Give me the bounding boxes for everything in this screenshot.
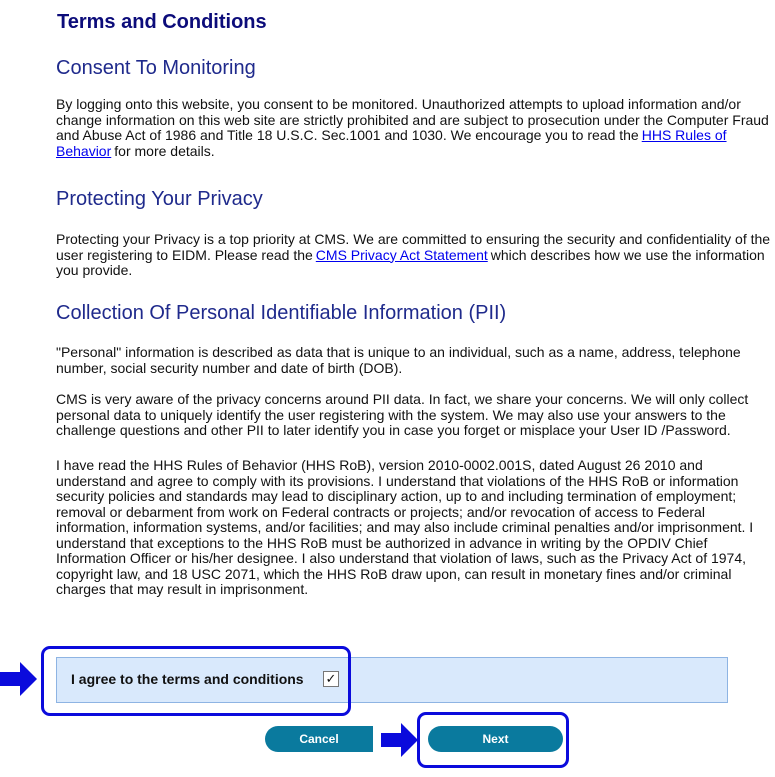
pii-paragraph-1: "Personal" information is described as data that is unique to an individual, such as a name, address, telephone number, social security number and date of birth (DOB). <box>56 344 741 376</box>
privacy-act-link[interactable]: CMS Privacy Act Statement <box>315 246 488 263</box>
heading-privacy: Protecting Your Privacy <box>56 188 263 210</box>
agree-checkbox[interactable]: ✓ <box>323 671 339 687</box>
heading-consent: Consent To Monitoring <box>56 57 256 79</box>
cancel-button[interactable]: Cancel <box>265 726 373 752</box>
privacy-paragraph <box>56 232 775 279</box>
heading-pii: Collection Of Personal Identifiable Information (PII) <box>56 302 507 324</box>
consent-paragraph <box>56 97 775 159</box>
arrow-right-icon <box>381 723 419 757</box>
privacy-text: Protecting your Privacy is a top priority at CMS. We are committed to ensuring the security and confidentiality of the user registering to EIDM. Please read the <box>56 231 771 263</box>
next-highlight <box>417 712 569 768</box>
consent-text-after: for more details. <box>114 142 215 159</box>
consent-text: By logging onto this website, you consent to be monitored. Unauthorized attempts to upload information and/or change information on this web site are strictly prohibited and are subject to prosecution under the Computer Fraud and Abuse Act of 1986 and Title 18 U.S.C. Sec.1001 and 1030. We encourage you to read the <box>56 96 769 143</box>
arrow-right-icon <box>0 662 38 696</box>
agree-highlight <box>41 646 351 716</box>
pii-paragraph-3: I have read the HHS Rules of Behavior (HHS RoB), version 2010-0002.001S, dated August 26 2010 and understand and agree to comply with its provisions. I understand that violations of the HHS RoB or information security policies and standards may lead to disciplinary action, up to and including termination of employment; removal or debarment from work on Federal contracts or projects; and/or revocation of access to Federal information, information systems, and/or facilities; and may also include criminal penalties and/or imprisonment. I understand that exceptions to the HHS RoB must be authorized in advance in writing by the OPDIV Chief Information Officer or his/her designee. I also understand that violation of laws, such as the Privacy Act of 1974, copyright law, and 18 USC 2071, which the HHS RoB draw upon, can result in monetary fines and/or criminal charges that may result in imprisonment. <box>56 457 754 597</box>
hhs-rules-link[interactable]: HHS Rules of Behavior <box>56 127 727 159</box>
agree-label[interactable]: I agree to the terms and conditions <box>71 671 304 687</box>
privacy-text-after: which describes how we use the information you provide. <box>56 246 765 278</box>
page-title: Terms and Conditions <box>57 11 267 33</box>
next-button[interactable]: Next <box>428 726 563 752</box>
pii-paragraph-2: CMS is very aware of the privacy concerns around PII data. In fact, we share your concerns. We will only collect personal data to uniquely identify the user registering with the system. We may also use your answers to the challenge questions and other PII to later identify you in case you forget or misplace your User ID /Password. <box>56 391 749 438</box>
